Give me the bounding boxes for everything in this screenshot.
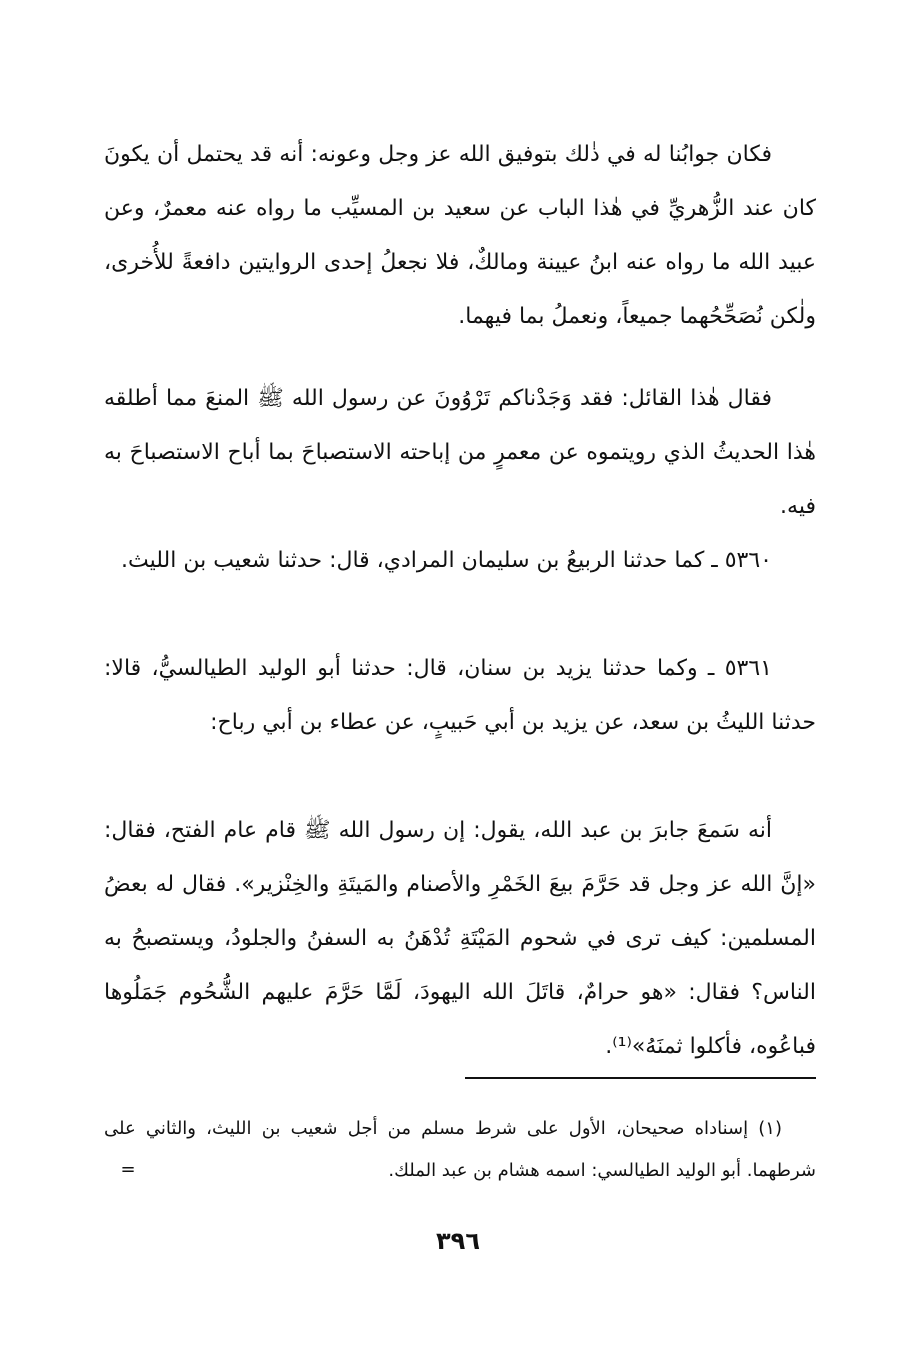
page-number: ٣٩٦: [436, 1227, 480, 1255]
footnote-text: (١) إسناداه صحيحان، الأول على شرط مسلم من أجل شعيب بن الليث، والثاني على شرطهما. أبو الوليد الطيالسي: اسمه هشام بن عبد الملك.: [104, 1118, 816, 1181]
paragraph-text: أنه سَمعَ جابرَ بن عبد الله، يقول: إن رسول الله ﷺ قام عام الفتح، فقال: «إنَّ الله عز وجل قد حَرَّمَ بيعَ الخَمْرِ والأصنام والمَيتَةِ والخِنْزير». فقال له بعضُ المسلمين: كيف ترى في شحوم المَيْتَةِ تُدْهَنُ به السفنُ والجلودُ، ويستصبحُ به الناس؟ فقال: «هو حرامٌ، قاتَلَ الله اليهودَ، لَمَّا حَرَّمَ عليهم الشُّحُوم جَمَلُوها فباعُوه، فأكلوا ثمنَهُ»⁽¹⁾.: [104, 818, 816, 1059]
hadith-5361: [104, 642, 816, 750]
paragraph-text: ٥٣٦٠ ـ كما حدثنا الربيعُ بن سليمان المرادي، قال: حدثنا شعيب بن الليث.: [121, 548, 772, 573]
hadith-matn: [104, 804, 816, 1074]
paragraph-objection: [104, 372, 816, 534]
paragraph-answer: [104, 128, 816, 344]
footnote-divider: [465, 1077, 816, 1079]
footnote: [104, 1108, 816, 1192]
footnote-continuation-mark: =: [120, 1159, 136, 1180]
paragraph-text: ٥٣٦١ ـ وكما حدثنا يزيد بن سنان، قال: حدثنا أبو الوليد الطيالسيُّ، قالا: حدثنا الليثُ بن سعد، عن يزيد بن أبي حَبيبٍ، عن عطاء بن أبي رباح:: [104, 656, 816, 735]
paragraph-text: فقال هٰذا القائل: فقد وَجَدْناكم تَرْوُونَ عن رسول الله ﷺ المنعَ مما أطلقه هٰذا الحديثُ الذي رويتموه عن معمرٍ من إباحته الاستصباحَ بما أباح الاستصباحَ به فيه.: [104, 386, 816, 519]
hadith-5360: [104, 534, 816, 588]
paragraph-text: فكان جوابُنا له في ذٰلك بتوفيق الله عز وجل وعونه: أنه قد يحتمل أن يكونَ كان عند الزُّهريِّ في هٰذا الباب عن سعيد بن المسيِّب ما رواه عنه معمرٌ، وعن عبيد الله ما رواه عنه ابنُ عيينة ومالكٌ، فلا نجعلُ إحدى الروايتين دافعةً للأُخرى، ولٰكن نُصَحِّحُهما جميعاً، ونعملُ بما فيهما.: [104, 142, 816, 329]
